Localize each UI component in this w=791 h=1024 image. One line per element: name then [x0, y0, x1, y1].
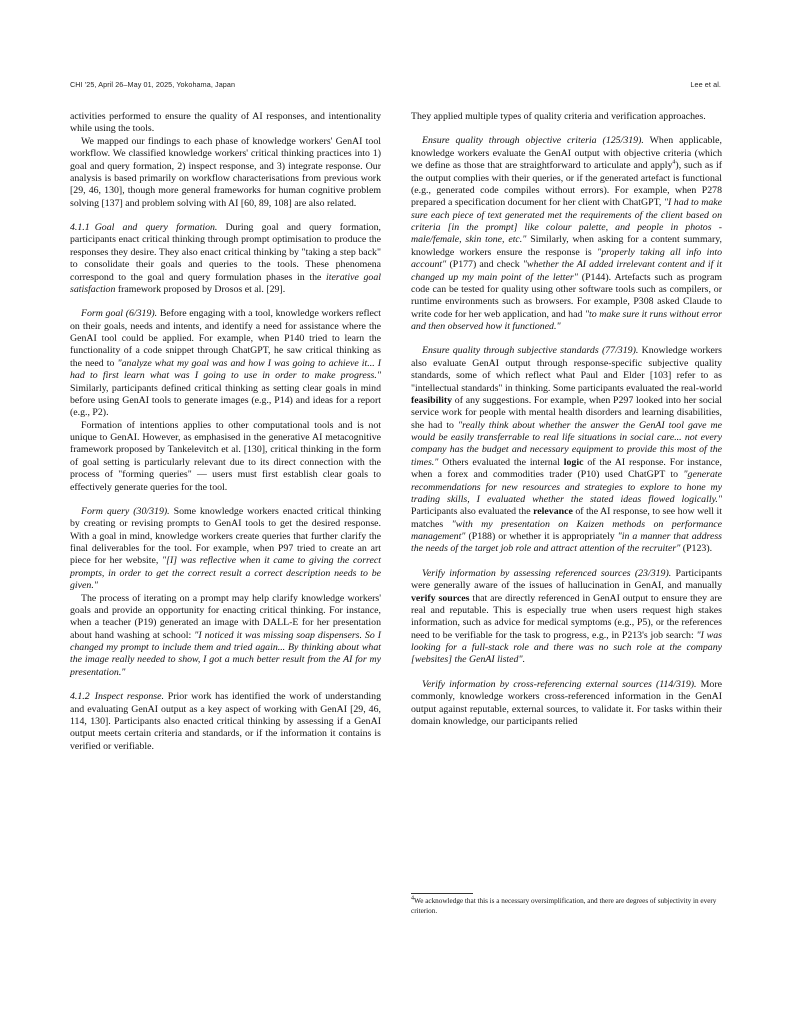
footnote-text: We acknowledge that this is a necessary oversimplification, and there are degrees of subjectivity in every criterion.: [411, 897, 717, 915]
section-4-1-2: 4.1.2 Inspect response. Prior work has identified the work of understanding and evaluating GenAI output as a key aspect of working with GenAI [29, 46, 114, 130]. Participants also enacted critical thinking by assessing if a GenAI output meets certain criteria and standards, or if the information it contains is verified or verifiable.: [70, 691, 382, 752]
footnote-divider: [411, 893, 473, 894]
paragraph-heading: Form goal (6/319).: [81, 308, 158, 320]
paragraph-heading: Ensure quality through subjective standards (77/319).: [422, 345, 639, 357]
paragraph-formation-intentions: Formation of intentions applies to other computational tools and is not unique to GenAI. However, as emphasised in the generative AI metacognitive framework proposed by Tankelevitch et al. [130], critical thinking in the form of goal setting is particularly relevant due to its direct connection with the process of "forming queries" — users must first establish clear goals to effectively generate queries for the tool.: [70, 419, 381, 493]
paragraph-intro: activities performed to ensure the quality of AI responses, and intentionality while using the tools.: [70, 111, 381, 135]
paragraph-heading: Verify information by assessing referenced sources (23/319).: [422, 567, 672, 579]
section-number: 4.1.2: [70, 691, 90, 703]
paragraph-heading: Form query (30/319).: [81, 505, 170, 517]
paragraph-objective-criteria: Ensure quality through objective criteria (125/319). When applicable, knowledge workers evaluate the GenAI output with objective criteria (which we define as those that are straightforward to articulate and apply$^4$), such as if the output complies with their queries, or if the generated artefact is functional (e.g., generated code compiles without errors). For example, when P278 prepared a specification document for her client with ChatGPT, "I had to make sure each piece of text generated met the requirements of the client based on criteria [in the prompt] like colour palette, and people in photos - male/female, skin tone, etc." Similarly, when asking for a content summary, knowledge workers ensure the response is "properly taking all info into account" (P177) and check "whether the AI added irrelevant content and if it changed up my main point of the letter" (P144). Artefacts such as program code can be tested for quality using other software tools such as compilers, or runtime environments such as browsers. For example, P308 asked Claude to write code for her web application, and had "to make sure it runs without error and then observed how it functioned.": [411, 135, 723, 332]
section-title: Goal and query formation.: [94, 222, 218, 233]
section-title: Inspect response.: [94, 691, 164, 703]
paragraph-prompt-iteration: The process of iterating on a prompt may help clarify knowledge workers' goals and provide an opportunity for enacting critical thinking. For instance, when a teacher (P19) generated an image with DALL-E for her presentation about hand washing at school: "I noticed it was missing soap dispensers. So I changed my prompt to include them and tried again... By thinking about what the image really needed to show, I got a much better result from the AI for my presentation.": [70, 592, 382, 678]
paragraph-heading: Verify information by cross-referencing external sources (114/319).: [422, 678, 697, 690]
paragraph-heading: Ensure quality through objective criteria (125/319).: [422, 135, 644, 147]
paragraph-criteria-intro: They applied multiple types of quality criteria and verification approaches.: [411, 111, 706, 122]
paragraph-form-query: Form query (30/319). Some knowledge workers enacted critical thinking by creating or revising prompts to GenAI tools to get the desired response. With a goal in mind, knowledge workers create queries that further clarify the final deliverables for the tool. For example, when P97 tried to create an art piece for her website, "[I] was reflective when it came to giving the correct prompts, in order to get the correct result a correct description needs to be given.": [70, 505, 381, 592]
paragraph-workflow: We mapped our findings to each phase of knowledge workers' GenAI tool workflow. We classified knowledge workers' critical thinking practices into 1) goal and query formation, 2) inspect response, and 3) integrate response. Our analysis is based primarily on workflow characterisations from previous work [29, 46, 130], though more general frameworks for human cognitive problem solving [137] and problem solving with AI [60, 89, 108] are also related.: [70, 135, 381, 209]
paragraph-form-goal: Form goal (6/319). Before engaging with a tool, knowledge workers reflect on their goals, needs and intents, and identify a need for assistance where the GenAI tool could be applied. For example, when P140 tried to learn the functionality of a code snippet through ChatGPT, he saw critical thinking as the need to "analyze what my goal was and how I was going to achieve it... I had to first learn what was I going to use in order to make progress." Similarly, participants defined critical thinking as setting clear goals in mind before using GenAI tools to generate images (e.g., P14) and ideas for a report (e.g., P2).: [70, 308, 382, 419]
paragraph-verify-referenced: Verify information by assessing referenced sources (23/319). Participants were generally aware of the issues of hallucination in GenAI, and manually verify sources that are directly referenced in GenAI output to ensure they are real and reputable. This is especially true when users request high stakes information, such as advice for medical symptoms (e.g., P5), or the references need to be verifiable for the task to progress, e.g., in P213's job search: "I was looking for a full-stack role and there was no such role at the company [websites] the GenAI listed".: [411, 567, 723, 666]
paragraph-verify-cross-reference: Verify information by cross-referencing external sources (114/319). More commonly, knowledge workers cross-referenced information in the GenAI output against reputable, external sources, to validate it. For tasks within their domain knowledge, our participants relied: [411, 678, 722, 727]
footnote: [411, 897, 722, 916]
running-header-authors: Lee et al.: [690, 80, 721, 89]
footnote-number: 4: [411, 895, 414, 902]
running-header-venue: CHI '25, April 26–May 01, 2025, Yokohama, Japan: [70, 80, 236, 89]
paragraph-subjective-standards: Ensure quality through subjective standards (77/319). Knowledge workers also evaluate GenAI output through response-specific subjective quality standards, some of which reflect what Paul and Elder [103] refer to as "intellectual standards" in thinking. Some participants evaluated the real-world feasibility of any suggestions. For example, when P297 looked into her social service work for people with mental health disorders and learning disabilities, she had to "really think about whether the answer the GenAI tool gave me would be easily transferrable to real life situations in social care... not every company has the budget and necessary equipment to provide this most of the times." Others evaluated the internal logic of the AI response. For instance, when a forex and commodities trader (P10) used ChatGPT to "generate recommendations for new resources and strategies to explore to hone my trading skills, I evaluated whether the stated ideas flowed logically." Participants also evaluated the relevance of the AI response, to see how well it matches "with my presentation on Kaizen methods on performance management" (P188) or whether it is appropriately "in a manner that address the needs of the target job role and attract attention of the recruiter" (P123).: [411, 345, 723, 555]
left-column: [70, 111, 381, 753]
section-4-1-1: 4.1.1 Goal and query formation. During goal and query formation, participants enact critical thinking through prompt optimisation to produce the responses they desire. They also enact critical thinking by "taking a step back" to consolidate their goals and queries to the tools. These phenomena correspond to the goal and query formulation phases in the iterative goal satisfaction framework proposed by Drosos et al. [29].: [70, 222, 381, 295]
right-column: [411, 111, 722, 728]
footnote-marker: 4: [672, 159, 676, 166]
section-number: 4.1.1: [70, 222, 90, 233]
